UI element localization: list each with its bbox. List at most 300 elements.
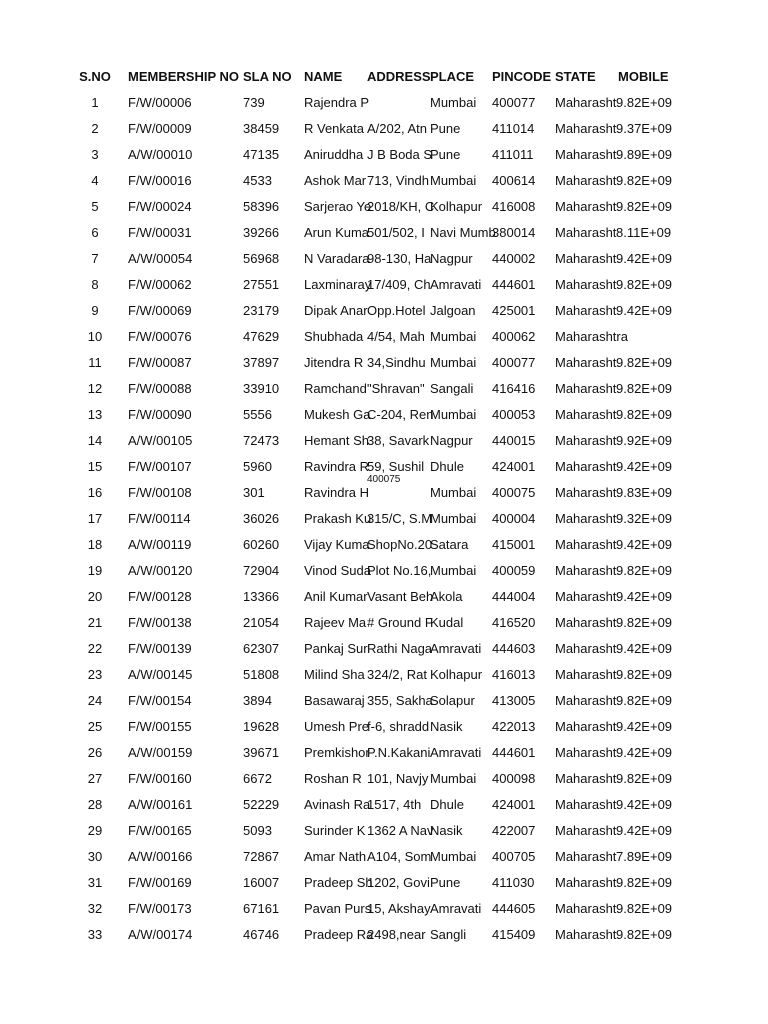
table-row xyxy=(0,90,768,116)
cell-sla-no: 72867 xyxy=(243,849,280,864)
cell-place: Nasik xyxy=(430,823,463,838)
cell-mobile: 9.42E+09 xyxy=(616,303,673,318)
cell-place: Mumbai xyxy=(430,511,477,526)
cell-membership-no: A/W/00166 xyxy=(128,849,193,864)
cell-name: Amar Nath xyxy=(304,849,367,864)
cell-mobile: 9.82E+09 xyxy=(616,563,673,578)
cell-pincode: 416013 xyxy=(492,667,536,682)
cell-membership-no: F/W/00024 xyxy=(128,199,192,214)
cell-membership-no: F/W/00138 xyxy=(128,615,192,630)
table-row xyxy=(0,246,768,272)
cell-name: Sarjerao Ye xyxy=(304,199,372,214)
cell-state: Maharasht xyxy=(555,693,617,708)
overflow-pincode-text: 400075 xyxy=(367,474,401,485)
cell-address xyxy=(367,90,429,116)
table-row xyxy=(0,116,768,142)
cell-sno: 13 xyxy=(87,407,103,422)
cell-address: Vasant Beh xyxy=(367,589,434,604)
cell-sla-no: 5093 xyxy=(243,823,272,838)
cell-pincode: 424001 xyxy=(492,797,536,812)
cell-membership-no: F/W/00090 xyxy=(128,407,192,422)
cell-sno: 14 xyxy=(87,433,103,448)
cell-state: Maharasht xyxy=(555,121,617,136)
cell-address: 17/409, Ch xyxy=(367,277,431,292)
cell-name: Prakash Ku xyxy=(304,511,372,526)
table-row xyxy=(0,272,768,298)
cell-state: Maharasht xyxy=(555,563,617,578)
cell-membership-no: F/W/00009 xyxy=(128,121,192,136)
cell-pincode: 422007 xyxy=(492,823,536,838)
cell-membership-no: F/W/00088 xyxy=(128,381,192,396)
table-row xyxy=(0,220,768,246)
table-row xyxy=(0,350,768,376)
cell-mobile: 9.42E+09 xyxy=(616,823,673,838)
cell-pincode: 413005 xyxy=(492,693,536,708)
cell-state: Maharasht xyxy=(555,719,617,734)
cell-state: Maharasht xyxy=(555,485,617,500)
cell-pincode: 444601 xyxy=(492,277,536,292)
cell-pincode: 415409 xyxy=(492,927,536,942)
cell-pincode: 444601 xyxy=(492,745,536,760)
header-place: PLACE xyxy=(430,69,475,84)
table-row xyxy=(0,168,768,194)
cell-name: Dipak Anar xyxy=(304,303,368,318)
cell-pincode: 400062 xyxy=(492,329,536,344)
cell-sla-no: 51808 xyxy=(243,667,280,682)
header-row xyxy=(0,64,768,90)
cell-state: Maharasht xyxy=(555,303,617,318)
header-state: STATE xyxy=(555,69,596,84)
cell-sno: 22 xyxy=(87,641,103,656)
cell-address: 15, Akshay xyxy=(367,901,431,916)
cell-name: Jitendra R xyxy=(304,355,364,370)
cell-state: Maharasht xyxy=(555,511,617,526)
cell-membership-no: F/W/00139 xyxy=(128,641,192,656)
cell-state: Maharasht xyxy=(555,199,617,214)
cell-address: P.N.Kakani xyxy=(367,745,431,760)
table-row xyxy=(0,532,768,558)
cell-address: 355, Sakha xyxy=(367,693,433,708)
cell-mobile: 9.42E+09 xyxy=(616,589,673,604)
cell-place: Pune xyxy=(430,147,461,162)
cell-mobile: 9.82E+09 xyxy=(616,927,673,942)
cell-sla-no: 13366 xyxy=(243,589,280,604)
cell-place: Kolhapur xyxy=(430,667,483,682)
cell-membership-no: F/W/00169 xyxy=(128,875,192,890)
cell-sno: 5 xyxy=(91,199,99,214)
cell-membership-no: A/W/00120 xyxy=(128,563,193,578)
cell-address: 1362 A Nav xyxy=(367,823,434,838)
cell-sla-no: 47629 xyxy=(243,329,280,344)
cell-membership-no: A/W/00174 xyxy=(128,927,193,942)
cell-sla-no: 23179 xyxy=(243,303,280,318)
cell-name: Pavan Purs xyxy=(304,901,372,916)
cell-place: Pune xyxy=(430,121,461,136)
cell-sno: 20 xyxy=(87,589,103,604)
cell-membership-no: F/W/00087 xyxy=(128,355,192,370)
cell-mobile: 9.89E+09 xyxy=(616,147,673,162)
cell-pincode: 416416 xyxy=(492,381,536,396)
cell-address: 2018/KH, C xyxy=(367,199,435,214)
cell-sno: 32 xyxy=(87,901,103,916)
cell-name: Shubhada xyxy=(304,329,364,344)
table-row xyxy=(0,896,768,922)
cell-state: Maharasht xyxy=(555,251,617,266)
cell-place: Mumbai xyxy=(430,563,477,578)
cell-membership-no: F/W/00165 xyxy=(128,823,192,838)
cell-pincode: 400053 xyxy=(492,407,536,422)
cell-name: Hemant Sh xyxy=(304,433,370,448)
cell-state: Maharasht xyxy=(555,433,617,448)
cell-address: Plot No.16, xyxy=(367,563,432,578)
cell-mobile xyxy=(616,324,676,350)
cell-name: Ashok Mar xyxy=(304,173,367,188)
cell-mobile: 9.82E+09 xyxy=(616,355,673,370)
cell-mobile: 9.82E+09 xyxy=(616,615,673,630)
cell-name: Surinder K xyxy=(304,823,366,838)
cell-mobile: 8.11E+09 xyxy=(616,225,672,240)
cell-membership-no: A/W/00161 xyxy=(128,797,193,812)
cell-mobile: 9.82E+09 xyxy=(616,875,673,890)
cell-sla-no: 27551 xyxy=(243,277,280,292)
cell-state: Maharasht xyxy=(555,147,617,162)
cell-mobile: 9.82E+09 xyxy=(616,771,673,786)
cell-membership-no: A/W/00145 xyxy=(128,667,193,682)
cell-pincode: 416520 xyxy=(492,615,536,630)
cell-mobile: 9.42E+09 xyxy=(616,251,673,266)
cell-mobile: 9.32E+09 xyxy=(616,511,673,526)
cell-address: # Ground F xyxy=(367,615,433,630)
cell-pincode: 444603 xyxy=(492,641,536,656)
cell-mobile: 9.42E+09 xyxy=(616,537,673,552)
table-row xyxy=(0,298,768,324)
cell-state: Maharasht xyxy=(555,225,617,240)
cell-membership-no: A/W/00159 xyxy=(128,745,193,760)
cell-sla-no: 16007 xyxy=(243,875,280,890)
cell-pincode: 400705 xyxy=(492,849,536,864)
cell-name: Rajeev Ma xyxy=(304,615,367,630)
cell-address: 501/502, I xyxy=(367,225,425,240)
cell-sla-no: 52229 xyxy=(243,797,280,812)
cell-place: Mumbai xyxy=(430,771,477,786)
cell-name: Roshan R xyxy=(304,771,362,786)
table-row xyxy=(0,506,768,532)
cell-mobile: 9.42E+09 xyxy=(616,641,673,656)
cell-sla-no: 47135 xyxy=(243,147,280,162)
table-row xyxy=(0,766,768,792)
cell-place: Pune xyxy=(430,875,461,890)
cell-address: ShopNo.20 xyxy=(367,537,433,552)
cell-sno: 4 xyxy=(91,173,99,188)
cell-membership-no: A/W/00119 xyxy=(128,537,192,552)
cell-state: Maharasht xyxy=(555,459,617,474)
cell-state: Maharasht xyxy=(555,589,617,604)
cell-state: Maharashtra xyxy=(555,329,628,344)
cell-name: Vijay Kuma xyxy=(304,537,370,552)
cell-place: Amravati xyxy=(430,277,482,292)
cell-place: Mumbai xyxy=(430,329,477,344)
cell-place: Mumbai xyxy=(430,849,477,864)
cell-place: Mumbai xyxy=(430,407,477,422)
cell-pincode: 411014 xyxy=(492,121,535,136)
table-row xyxy=(0,402,768,428)
cell-pincode: 400077 xyxy=(492,95,536,110)
cell-sno: 19 xyxy=(87,563,103,578)
cell-name: N Varadara xyxy=(304,251,370,266)
cell-name: Umesh Pre xyxy=(304,719,370,734)
cell-place: Navi Mumb xyxy=(430,225,496,240)
table-row xyxy=(0,792,768,818)
cell-address: 101, Navjy xyxy=(367,771,429,786)
table-row xyxy=(0,584,768,610)
cell-pincode: 400075 xyxy=(492,485,536,500)
cell-membership-no: F/W/00114 xyxy=(128,511,191,526)
cell-place: Sangli xyxy=(430,927,467,942)
cell-name: Avinash Ra xyxy=(304,797,371,812)
cell-place: Mumbai xyxy=(430,95,477,110)
table-row xyxy=(0,870,768,896)
cell-name: Pankaj Sur xyxy=(304,641,368,656)
cell-sno: 27 xyxy=(87,771,103,786)
cell-name: Ravindra R xyxy=(304,459,370,474)
cell-sla-no: 72904 xyxy=(243,563,280,578)
cell-membership-no: F/W/00107 xyxy=(128,459,192,474)
cell-mobile: 9.82E+09 xyxy=(616,95,673,110)
cell-pincode: 424001 xyxy=(492,459,536,474)
table-row xyxy=(0,558,768,584)
header-pincode: PINCODE xyxy=(492,69,552,84)
cell-sla-no: 36026 xyxy=(243,511,280,526)
cell-address: 38, Savark xyxy=(367,433,430,448)
cell-place: Nagpur xyxy=(430,433,473,448)
cell-address: 2498,near xyxy=(367,927,426,942)
cell-name: Anil Kumar xyxy=(304,589,368,604)
cell-state: Maharasht xyxy=(555,745,617,760)
cell-place: Satara xyxy=(430,537,469,552)
cell-sla-no: 37897 xyxy=(243,355,280,370)
cell-sla-no: 58396 xyxy=(243,199,280,214)
table-row xyxy=(0,740,768,766)
cell-name: Premkishor xyxy=(304,745,370,760)
cell-sla-no: 60260 xyxy=(243,537,280,552)
cell-place: Solapur xyxy=(430,693,475,708)
cell-state: Maharasht xyxy=(555,407,617,422)
cell-state: Maharasht xyxy=(555,875,617,890)
cell-pincode: 400004 xyxy=(492,511,536,526)
cell-address: f-6, shradd xyxy=(367,719,430,734)
cell-sno: 26 xyxy=(87,745,103,760)
cell-pincode: 400059 xyxy=(492,563,536,578)
cell-state: Maharasht xyxy=(555,667,617,682)
cell-sno: 7 xyxy=(91,251,99,266)
cell-place: Kolhapur xyxy=(430,199,483,214)
cell-address: 4/54, Mah xyxy=(367,329,425,344)
cell-sla-no: 56968 xyxy=(243,251,280,266)
cell-sno: 9 xyxy=(91,303,99,318)
cell-name: Ramchand xyxy=(304,381,367,396)
cell-address: "Shravan" xyxy=(367,381,425,396)
cell-mobile: 7.89E+09 xyxy=(616,849,673,864)
cell-membership-no: A/W/00105 xyxy=(128,433,193,448)
cell-state: Maharasht xyxy=(555,277,617,292)
cell-place: Nagpur xyxy=(430,251,473,266)
cell-membership-no: F/W/00128 xyxy=(128,589,192,604)
cell-place: Amravati xyxy=(430,901,482,916)
cell-sla-no: 21054 xyxy=(243,615,280,630)
cell-mobile: 9.42E+09 xyxy=(616,719,673,734)
cell-sno: 33 xyxy=(87,927,103,942)
cell-address: 1517, 4th xyxy=(367,797,422,812)
table-row xyxy=(0,688,768,714)
cell-pincode: 416008 xyxy=(492,199,536,214)
cell-state: Maharasht xyxy=(555,771,617,786)
cell-mobile: 9.92E+09 xyxy=(616,433,673,448)
cell-membership-no: F/W/00108 xyxy=(128,485,192,500)
cell-place: Nasik xyxy=(430,719,463,734)
header-sno: S.NO xyxy=(79,69,111,84)
cell-membership-no: F/W/00006 xyxy=(128,95,192,110)
cell-address: 98-130, Ha xyxy=(367,251,432,266)
cell-sla-no: 39266 xyxy=(243,225,280,240)
cell-pincode: 380014 xyxy=(492,225,536,240)
cell-pincode: 400077 xyxy=(492,355,536,370)
cell-mobile: 9.82E+09 xyxy=(616,199,673,214)
cell-membership-no: F/W/00069 xyxy=(128,303,192,318)
cell-pincode: 400098 xyxy=(492,771,536,786)
cell-sno: 29 xyxy=(87,823,103,838)
cell-state: Maharasht xyxy=(555,173,617,188)
cell-sno: 11 xyxy=(88,355,102,370)
cell-place: Dhule xyxy=(430,797,464,812)
cell-address: A104, Som xyxy=(367,849,432,864)
cell-address: J B Boda S xyxy=(367,147,433,162)
cell-place: Mumbai xyxy=(430,173,477,188)
cell-membership-no: A/W/00010 xyxy=(128,147,193,162)
table-row xyxy=(0,818,768,844)
cell-state: Maharasht xyxy=(555,355,617,370)
cell-sno: 3 xyxy=(91,147,99,162)
cell-membership-no: F/W/00016 xyxy=(128,173,192,188)
header-address: ADDRESS xyxy=(367,69,431,84)
cell-state: Maharasht xyxy=(555,95,617,110)
cell-mobile: 9.82E+09 xyxy=(616,173,673,188)
cell-address: 1202, Govi xyxy=(367,875,430,890)
cell-place: Mumbai xyxy=(430,485,477,500)
cell-sno: 15 xyxy=(87,459,103,474)
cell-place: Jalgoan xyxy=(430,303,476,318)
table-row xyxy=(0,376,768,402)
cell-place: Dhule xyxy=(430,459,464,474)
cell-membership-no: F/W/00173 xyxy=(128,901,192,916)
cell-sno: 17 xyxy=(87,511,103,526)
cell-membership-no: F/W/00062 xyxy=(128,277,192,292)
cell-pincode: 425001 xyxy=(492,303,536,318)
cell-address: 59, Sushil xyxy=(367,459,425,474)
cell-mobile: 9.82E+09 xyxy=(616,693,673,708)
cell-address: Opp.Hotel xyxy=(367,303,426,318)
cell-name: Rajendra P xyxy=(304,95,370,110)
cell-sla-no: 6672 xyxy=(243,771,272,786)
cell-sla-no: 38459 xyxy=(243,121,280,136)
header-name: NAME xyxy=(304,69,343,84)
cell-state: Maharasht xyxy=(555,901,617,916)
cell-address: 713, Vindh xyxy=(367,173,429,188)
cell-sno: 21 xyxy=(87,615,103,630)
cell-sla-no: 5556 xyxy=(243,407,272,422)
table-row xyxy=(0,662,768,688)
cell-mobile: 9.42E+09 xyxy=(616,797,673,812)
cell-mobile: 9.82E+09 xyxy=(616,407,673,422)
table-row xyxy=(0,844,768,870)
cell-mobile: 9.37E+09 xyxy=(616,121,673,136)
cell-sla-no: 19628 xyxy=(243,719,280,734)
cell-name: Mukesh Ga xyxy=(304,407,371,422)
cell-membership-no: A/W/00054 xyxy=(128,251,193,266)
cell-pincode: 415001 xyxy=(492,537,536,552)
cell-sla-no: 67161 xyxy=(243,901,280,916)
cell-state: Maharasht xyxy=(555,823,617,838)
cell-name: Vinod Suda xyxy=(304,563,371,578)
table-row xyxy=(0,324,768,350)
cell-mobile: 9.42E+09 xyxy=(616,745,673,760)
cell-sno: 31 xyxy=(87,875,103,890)
cell-membership-no: F/W/00076 xyxy=(128,329,192,344)
cell-sno: 25 xyxy=(87,719,103,734)
cell-state: Maharasht xyxy=(555,641,617,656)
cell-pincode: 411011 xyxy=(492,147,534,162)
cell-sno: 2 xyxy=(91,121,99,136)
cell-membership-no: F/W/00160 xyxy=(128,771,192,786)
cell-address: 324/2, Rat xyxy=(367,667,427,682)
cell-sno: 18 xyxy=(87,537,103,552)
cell-mobile: 9.82E+09 xyxy=(616,381,673,396)
cell-sla-no: 72473 xyxy=(243,433,280,448)
cell-place: Mumbai xyxy=(430,355,477,370)
cell-state: Maharasht xyxy=(555,537,617,552)
cell-sla-no: 3894 xyxy=(243,693,272,708)
cell-place: Kudal xyxy=(430,615,464,630)
table-row xyxy=(0,194,768,220)
cell-sno: 28 xyxy=(87,797,103,812)
cell-state: Maharasht xyxy=(555,849,617,864)
header-membership-no: MEMBERSHIP NO xyxy=(128,69,239,84)
table-row xyxy=(0,610,768,636)
table-row xyxy=(0,428,768,454)
cell-address: A/202, Atn xyxy=(367,121,427,136)
cell-address: 315/C, S.M xyxy=(367,511,433,526)
cell-place: Sangali xyxy=(430,381,474,396)
cell-sla-no: 46746 xyxy=(243,927,280,942)
cell-name: Pradeep Sh xyxy=(304,875,373,890)
cell-sno: 8 xyxy=(91,277,99,292)
cell-mobile: 9.82E+09 xyxy=(616,277,673,292)
cell-mobile: 9.42E+09 xyxy=(616,459,673,474)
cell-pincode: 444004 xyxy=(492,589,536,604)
cell-name: Arun Kuma xyxy=(304,225,370,240)
cell-sno: 23 xyxy=(87,667,103,682)
cell-mobile: 9.83E+09 xyxy=(616,485,673,500)
cell-name: R Venkata xyxy=(304,121,364,136)
table-row xyxy=(0,142,768,168)
cell-pincode: 440002 xyxy=(492,251,536,266)
table-row xyxy=(0,922,768,948)
cell-sno: 12 xyxy=(87,381,103,396)
header-mobile: MOBILE xyxy=(618,69,669,84)
cell-pincode: 400614 xyxy=(492,173,536,188)
cell-sla-no: 62307 xyxy=(243,641,280,656)
cell-sla-no: 301 xyxy=(243,485,265,500)
cell-name: Aniruddha xyxy=(304,147,364,162)
